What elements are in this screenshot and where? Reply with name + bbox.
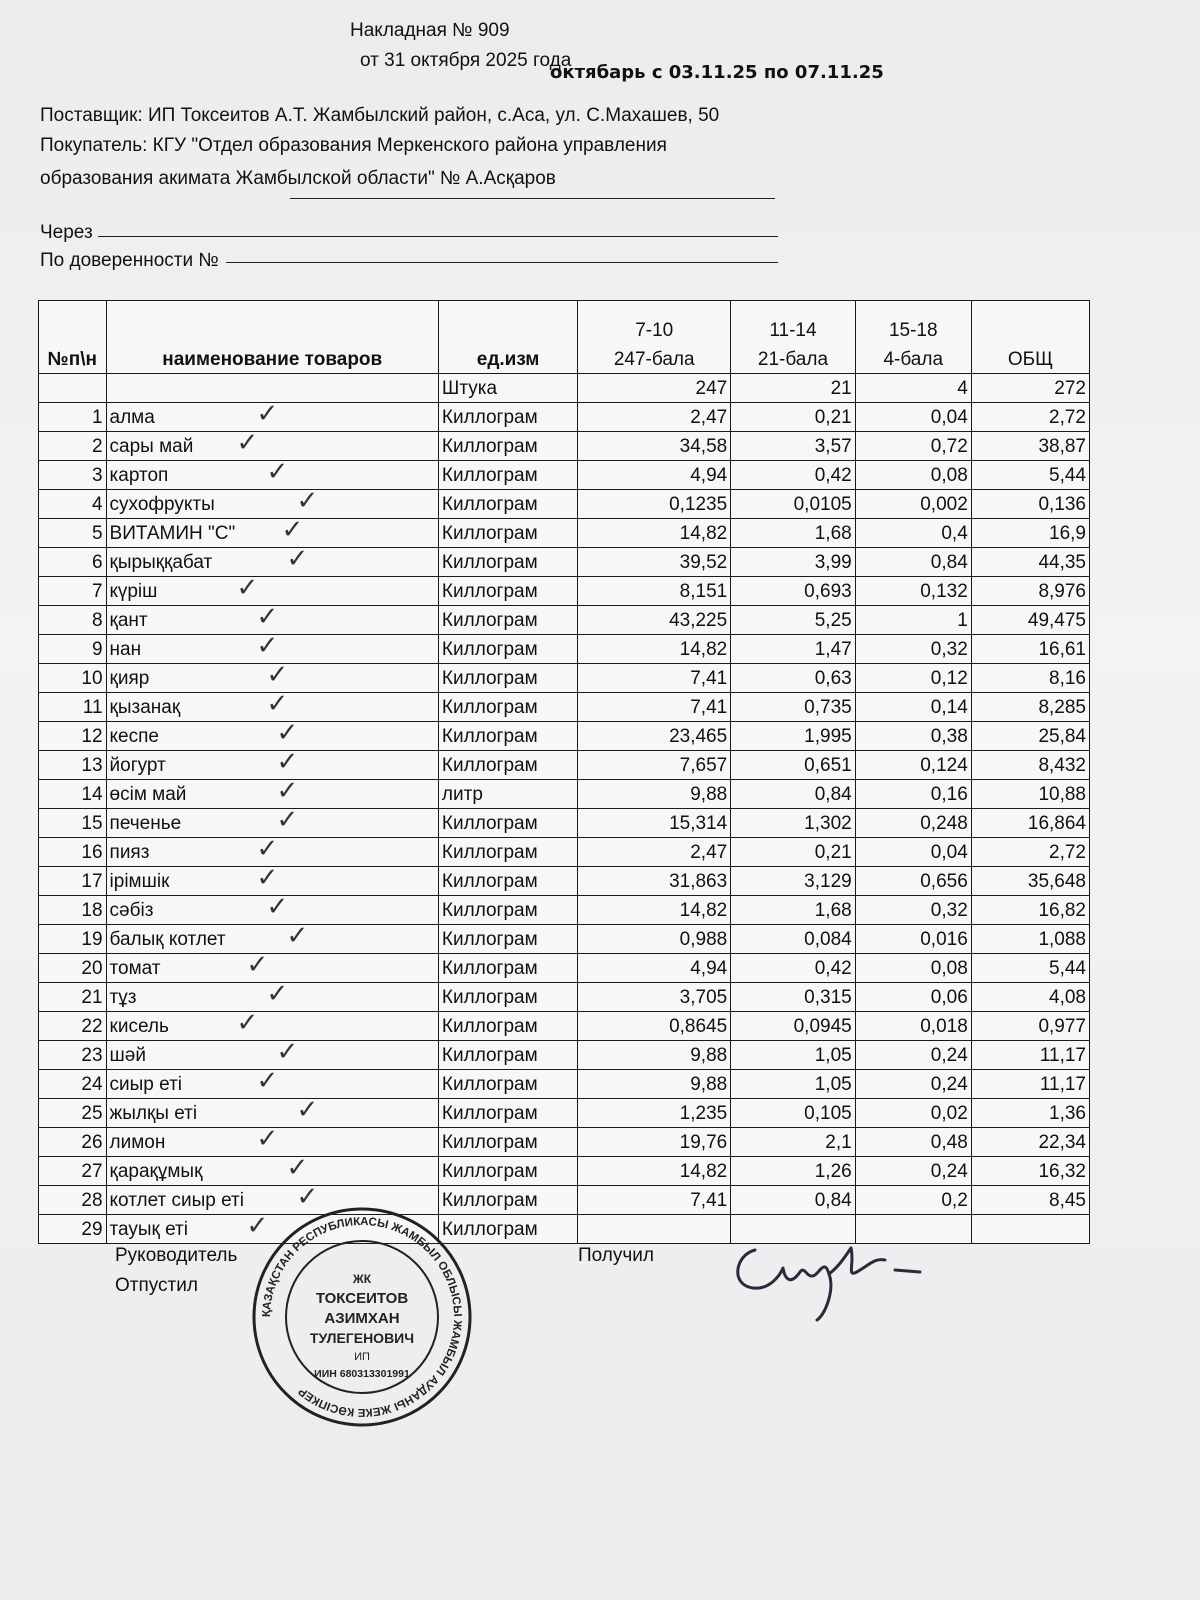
- cell-name: йогурт ✓: [106, 751, 438, 780]
- cell-group-2: 1,26: [731, 1157, 856, 1186]
- checkmark-icon: ✓: [276, 1040, 299, 1067]
- cell-group-3: 0,72: [855, 432, 971, 461]
- cell-total: 35,648: [971, 867, 1089, 896]
- cell-unit: Киллограм: [438, 1041, 577, 1070]
- table-row: [39, 606, 1090, 635]
- cell-group-1: 7,41: [578, 1186, 731, 1215]
- proxy-label: По доверенности №: [40, 250, 219, 271]
- cell-name: картоп ✓: [106, 461, 438, 490]
- cell-unit: Киллограм: [438, 983, 577, 1012]
- checkmark-icon: ✓: [236, 1011, 259, 1038]
- cell-total: 272: [971, 374, 1089, 403]
- proxy-underline: [226, 262, 778, 263]
- cell-group-3: 0,24: [855, 1157, 971, 1186]
- cell-group-1: 3,705: [578, 983, 731, 1012]
- table-row: [39, 751, 1090, 780]
- cell-group-2: 0,0105: [731, 490, 856, 519]
- table-row: [39, 983, 1090, 1012]
- cell-group-1: 1,235: [578, 1099, 731, 1128]
- checkmark-icon: ✓: [276, 808, 299, 835]
- cell-group-2: 0,105: [731, 1099, 856, 1128]
- cell-group-3: 0,02: [855, 1099, 971, 1128]
- cell-total: 1,36: [971, 1099, 1089, 1128]
- cell-group-3: 0,16: [855, 780, 971, 809]
- checkmark-icon: ✓: [266, 663, 289, 690]
- cell-group-2: 0,651: [731, 751, 856, 780]
- cell-no: 5: [39, 519, 107, 548]
- cell-total: 8,16: [971, 664, 1089, 693]
- cell-group-2: 0,42: [731, 954, 856, 983]
- cell-group-3: 0,04: [855, 838, 971, 867]
- cell-total: 49,475: [971, 606, 1089, 635]
- cell-group-2: 0,693: [731, 577, 856, 606]
- cell-group-3: 0,002: [855, 490, 971, 519]
- table-row: [39, 490, 1090, 519]
- cell-name: жылқы еті ✓: [106, 1099, 438, 1128]
- cell-unit: Киллограм: [438, 751, 577, 780]
- cell-no: 29: [39, 1215, 107, 1244]
- table-row: [39, 1041, 1090, 1070]
- col-header-name: наименование товаров: [106, 301, 438, 374]
- cell-group-1: 31,863: [578, 867, 731, 896]
- checkmark-icon: ✓: [286, 1156, 309, 1183]
- cell-total: 11,17: [971, 1070, 1089, 1099]
- cell-group-1: 2,47: [578, 838, 731, 867]
- table-row: [39, 519, 1090, 548]
- cell-total: 16,61: [971, 635, 1089, 664]
- cell-group-1: 9,88: [578, 780, 731, 809]
- cell-group-3: 0,84: [855, 548, 971, 577]
- cell-group-1: 14,82: [578, 1157, 731, 1186]
- cell-no: 14: [39, 780, 107, 809]
- cell-group-3: 0,32: [855, 635, 971, 664]
- cell-unit: Киллограм: [438, 1099, 577, 1128]
- cell-group-1: [578, 1215, 731, 1244]
- table-row: [39, 693, 1090, 722]
- cell-group-1: 9,88: [578, 1041, 731, 1070]
- cell-total: 5,44: [971, 461, 1089, 490]
- received-label: Получил: [578, 1245, 654, 1266]
- cell-group-3: 0,08: [855, 954, 971, 983]
- cell-no: 10: [39, 664, 107, 693]
- cell-group-2: 21: [731, 374, 856, 403]
- table-row: [39, 403, 1090, 432]
- cell-group-2: 0,84: [731, 780, 856, 809]
- cell-total: 0,136: [971, 490, 1089, 519]
- cell-no: 22: [39, 1012, 107, 1041]
- checkmark-icon: ✓: [266, 460, 289, 487]
- cell-no: 27: [39, 1157, 107, 1186]
- checkmark-icon: ✓: [256, 605, 279, 632]
- cell-name: тұз ✓: [106, 983, 438, 1012]
- cell-group-2: 1,995: [731, 722, 856, 751]
- cell-no: [39, 374, 107, 403]
- checkmark-icon: ✓: [286, 924, 309, 951]
- cell-group-3: 0,132: [855, 577, 971, 606]
- table-row: [39, 780, 1090, 809]
- cell-name: қырыққабат ✓: [106, 548, 438, 577]
- cell-group-1: 19,76: [578, 1128, 731, 1157]
- checkmark-icon: ✓: [276, 750, 299, 777]
- checkmark-icon: ✓: [296, 489, 319, 516]
- cell-no: 28: [39, 1186, 107, 1215]
- cell-name: балық котлет ✓: [106, 925, 438, 954]
- cell-group-3: 0,04: [855, 403, 971, 432]
- cell-group-3: 0,12: [855, 664, 971, 693]
- checkmark-icon: ✓: [236, 431, 259, 458]
- cell-no: 15: [39, 809, 107, 838]
- table-row: [39, 432, 1090, 461]
- cell-group-1: 4,94: [578, 461, 731, 490]
- svg-text:ИИН 680313301991: ИИН 680313301991: [314, 1368, 410, 1380]
- cell-unit: Киллограм: [438, 635, 577, 664]
- table-row: [39, 461, 1090, 490]
- cell-name: ірімшік ✓: [106, 867, 438, 896]
- cell-group-3: 1: [855, 606, 971, 635]
- cell-group-1: 43,225: [578, 606, 731, 635]
- cell-group-1: 0,988: [578, 925, 731, 954]
- cell-total: 1,088: [971, 925, 1089, 954]
- cell-name: қант ✓: [106, 606, 438, 635]
- checkmark-icon: ✓: [266, 692, 289, 719]
- goods-table: [38, 300, 1090, 1244]
- table-row: [39, 954, 1090, 983]
- table-header-row: [39, 301, 1090, 374]
- cell-name: сәбіз ✓: [106, 896, 438, 925]
- cell-name: қызанақ ✓: [106, 693, 438, 722]
- released-label: Отпустил: [115, 1275, 198, 1296]
- cell-unit: Киллограм: [438, 896, 577, 925]
- cell-unit: литр: [438, 780, 577, 809]
- table-row: [39, 925, 1090, 954]
- cell-unit: Киллограм: [438, 664, 577, 693]
- cell-group-1: 0,1235: [578, 490, 731, 519]
- cell-total: 38,87: [971, 432, 1089, 461]
- cell-group-2: 1,68: [731, 896, 856, 925]
- checkmark-icon: ✓: [286, 547, 309, 574]
- cell-name: лимон ✓: [106, 1128, 438, 1157]
- checkmark-icon: ✓: [256, 837, 279, 864]
- cell-total: 5,44: [971, 954, 1089, 983]
- cell-no: 2: [39, 432, 107, 461]
- cell-group-2: 1,05: [731, 1041, 856, 1070]
- cell-name: томат ✓: [106, 954, 438, 983]
- cell-group-2: 0,42: [731, 461, 856, 490]
- cell-total: 11,17: [971, 1041, 1089, 1070]
- cell-group-3: 0,4: [855, 519, 971, 548]
- svg-text:ЖК: ЖК: [352, 1272, 372, 1286]
- cell-name: кеспе ✓: [106, 722, 438, 751]
- checkmark-icon: ✓: [246, 953, 269, 980]
- col-header-group-3: 15-18 4-бала: [855, 301, 971, 374]
- table-row: [39, 1099, 1090, 1128]
- cell-total: 16,9: [971, 519, 1089, 548]
- cell-name: кисель ✓: [106, 1012, 438, 1041]
- cell-group-3: 0,248: [855, 809, 971, 838]
- cell-group-2: 2,1: [731, 1128, 856, 1157]
- cell-no: 25: [39, 1099, 107, 1128]
- checkmark-icon: ✓: [256, 866, 279, 893]
- official-stamp: [250, 1205, 475, 1430]
- cell-group-1: 7,41: [578, 664, 731, 693]
- svg-text:ИП: ИП: [354, 1351, 370, 1363]
- cell-name: қарақұмық ✓: [106, 1157, 438, 1186]
- cell-unit: Киллограм: [438, 838, 577, 867]
- cell-no: 18: [39, 896, 107, 925]
- cell-name: алма ✓: [106, 403, 438, 432]
- receiver-signature: [725, 1230, 935, 1330]
- through-underline: [98, 236, 778, 237]
- checkmark-icon: ✓: [236, 576, 259, 603]
- cell-unit: Киллограм: [438, 1215, 577, 1244]
- table-row: [39, 867, 1090, 896]
- cell-name: сиыр еті ✓: [106, 1070, 438, 1099]
- cell-group-3: 0,06: [855, 983, 971, 1012]
- cell-unit: Киллограм: [438, 461, 577, 490]
- cell-group-1: 14,82: [578, 896, 731, 925]
- cell-total: 10,88: [971, 780, 1089, 809]
- col-header-no: №п\н: [39, 301, 107, 374]
- cell-no: 12: [39, 722, 107, 751]
- cell-unit: Киллограм: [438, 809, 577, 838]
- svg-text:ҚАЗАҚСТАН РЕСПУБЛИКАСЫ ЖАМБЫЛ: ҚАЗАҚСТАН РЕСПУБЛИКАСЫ ЖАМБЫЛ ОБЛЫСЫ ЖАМБЫЛ АУДАНЫ ЖЕКЕ КӘСІПКЕР: [260, 1215, 464, 1419]
- cell-unit: Киллограм: [438, 925, 577, 954]
- cell-group-2: 0,63: [731, 664, 856, 693]
- table-row: [39, 809, 1090, 838]
- col-header-group-1: 7-10 247-бала: [578, 301, 731, 374]
- cell-total: 4,08: [971, 983, 1089, 1012]
- cell-group-3: 0,48: [855, 1128, 971, 1157]
- cell-group-2: 0,21: [731, 403, 856, 432]
- cell-group-1: 34,58: [578, 432, 731, 461]
- cell-unit: Киллограм: [438, 1012, 577, 1041]
- cell-group-3: 0,656: [855, 867, 971, 896]
- cell-group-2: 1,47: [731, 635, 856, 664]
- checkmark-icon: ✓: [281, 518, 304, 545]
- cell-group-2: 3,57: [731, 432, 856, 461]
- svg-text:АЗИМХАН: АЗИМХАН: [324, 1310, 400, 1327]
- supplier-line: Поставщик: ИП Токсеитов А.Т. Жамбылский район, с.Аса, ул. С.Махашев, 50: [40, 105, 720, 126]
- cell-total: 2,72: [971, 838, 1089, 867]
- cell-unit: Киллограм: [438, 1070, 577, 1099]
- cell-group-3: 0,14: [855, 693, 971, 722]
- cell-unit: Киллограм: [438, 490, 577, 519]
- cell-name: пияз ✓: [106, 838, 438, 867]
- cell-name: ВИТАМИН "С" ✓: [106, 519, 438, 548]
- checkmark-icon: ✓: [276, 779, 299, 806]
- cell-no: 7: [39, 577, 107, 606]
- cell-no: 6: [39, 548, 107, 577]
- invoice-date: от 31 октября 2025 года: [360, 50, 572, 71]
- cell-group-2: 1,05: [731, 1070, 856, 1099]
- cell-no: 17: [39, 867, 107, 896]
- cell-name: [106, 374, 438, 403]
- cell-total: 2,72: [971, 403, 1089, 432]
- cell-group-3: 0,2: [855, 1186, 971, 1215]
- cell-no: 8: [39, 606, 107, 635]
- checkmark-icon: ✓: [256, 402, 279, 429]
- cell-unit: Киллограм: [438, 606, 577, 635]
- cell-unit: Штука: [438, 374, 577, 403]
- table-row: [39, 1157, 1090, 1186]
- cell-no: 11: [39, 693, 107, 722]
- cell-name: тауық еті ✓: [106, 1215, 438, 1244]
- cell-group-3: 0,32: [855, 896, 971, 925]
- cell-name: сухофрукты ✓: [106, 490, 438, 519]
- cell-group-3: 0,24: [855, 1070, 971, 1099]
- cell-unit: Киллограм: [438, 1186, 577, 1215]
- table-row: [39, 664, 1090, 693]
- cell-total: 16,864: [971, 809, 1089, 838]
- cell-total: [971, 1215, 1089, 1244]
- cell-total: 25,84: [971, 722, 1089, 751]
- svg-text:ТУЛЕГЕНОВИЧ: ТУЛЕГЕНОВИЧ: [309, 1330, 415, 1346]
- cell-name: котлет сиыр еті ✓: [106, 1186, 438, 1215]
- cell-group-3: 0,38: [855, 722, 971, 751]
- cell-group-2: 1,302: [731, 809, 856, 838]
- table-row: [39, 577, 1090, 606]
- table-row: [39, 722, 1090, 751]
- invoice-period: октябарь с 03.11.25 по 07.11.25: [550, 62, 884, 83]
- cell-unit: Киллограм: [438, 432, 577, 461]
- checkmark-icon: ✓: [256, 634, 279, 661]
- checkmark-icon: ✓: [296, 1098, 319, 1125]
- cell-no: 19: [39, 925, 107, 954]
- table-row: [39, 1186, 1090, 1215]
- cell-group-1: 7,657: [578, 751, 731, 780]
- cell-group-2: 0,21: [731, 838, 856, 867]
- cell-group-2: 1,68: [731, 519, 856, 548]
- table-row: [39, 635, 1090, 664]
- cell-unit: Киллограм: [438, 722, 577, 751]
- cell-group-3: 0,124: [855, 751, 971, 780]
- cell-total: 0,977: [971, 1012, 1089, 1041]
- cell-group-3: 0,24: [855, 1041, 971, 1070]
- cell-total: 8,976: [971, 577, 1089, 606]
- checkmark-icon: ✓: [276, 721, 299, 748]
- cell-group-2: 5,25: [731, 606, 856, 635]
- head-label: Руководитель: [115, 1245, 238, 1266]
- cell-unit: Киллограм: [438, 548, 577, 577]
- buyer-line-2: образования акимата Жамбылской области" № А.Асқаров: [40, 168, 556, 189]
- checkmark-icon: ✓: [256, 1069, 279, 1096]
- through-label: Через: [40, 222, 93, 243]
- cell-unit: Киллограм: [438, 403, 577, 432]
- cell-group-2: 0,315: [731, 983, 856, 1012]
- cell-name: печенье ✓: [106, 809, 438, 838]
- col-header-unit: ед.изм: [438, 301, 577, 374]
- table-row: [39, 838, 1090, 867]
- cell-total: 22,34: [971, 1128, 1089, 1157]
- table-row: [39, 548, 1090, 577]
- table-row: [39, 1012, 1090, 1041]
- checkmark-icon: ✓: [296, 1185, 319, 1212]
- cell-name: өсім май ✓: [106, 780, 438, 809]
- cell-no: 1: [39, 403, 107, 432]
- col-header-group-2: 11-14 21-бала: [731, 301, 856, 374]
- cell-total: 16,82: [971, 896, 1089, 925]
- cell-no: 16: [39, 838, 107, 867]
- svg-text:ТОКСЕИТОВ: ТОКСЕИТОВ: [315, 1290, 409, 1307]
- invoice-title: Накладная № 909: [350, 20, 510, 41]
- cell-group-1: 39,52: [578, 548, 731, 577]
- checkmark-icon: ✓: [246, 1214, 269, 1241]
- cell-group-1: 14,82: [578, 519, 731, 548]
- cell-unit: Киллограм: [438, 954, 577, 983]
- cell-group-1: 0,8645: [578, 1012, 731, 1041]
- cell-name: нан ✓: [106, 635, 438, 664]
- cell-group-1: 23,465: [578, 722, 731, 751]
- cell-group-1: 2,47: [578, 403, 731, 432]
- checkmark-icon: ✓: [266, 895, 289, 922]
- cell-group-2: 0,084: [731, 925, 856, 954]
- buyer-underline: [290, 198, 775, 199]
- cell-no: 23: [39, 1041, 107, 1070]
- cell-group-2: 3,129: [731, 867, 856, 896]
- table-row: [39, 1128, 1090, 1157]
- cell-no: 26: [39, 1128, 107, 1157]
- cell-total: 44,35: [971, 548, 1089, 577]
- cell-name: күріш ✓: [106, 577, 438, 606]
- checkmark-icon: ✓: [266, 982, 289, 1009]
- cell-group-1: 247: [578, 374, 731, 403]
- cell-group-1: 9,88: [578, 1070, 731, 1099]
- cell-unit: Киллограм: [438, 1128, 577, 1157]
- cell-group-1: 7,41: [578, 693, 731, 722]
- cell-total: 8,285: [971, 693, 1089, 722]
- cell-group-3: 4: [855, 374, 971, 403]
- cell-group-3: 0,018: [855, 1012, 971, 1041]
- cell-group-3: 0,08: [855, 461, 971, 490]
- cell-unit: Киллограм: [438, 1157, 577, 1186]
- cell-no: 13: [39, 751, 107, 780]
- cell-no: 21: [39, 983, 107, 1012]
- cell-total: 16,32: [971, 1157, 1089, 1186]
- cell-total: 8,432: [971, 751, 1089, 780]
- cell-unit: Киллограм: [438, 577, 577, 606]
- cell-group-2: 0,84: [731, 1186, 856, 1215]
- table-row: [39, 1070, 1090, 1099]
- col-header-total: ОБЩ: [971, 301, 1089, 374]
- cell-no: 9: [39, 635, 107, 664]
- cell-no: 20: [39, 954, 107, 983]
- cell-group-2: 0,735: [731, 693, 856, 722]
- cell-name: сары май ✓: [106, 432, 438, 461]
- cell-group-1: 8,151: [578, 577, 731, 606]
- cell-name: шәй ✓: [106, 1041, 438, 1070]
- cell-unit: Киллограм: [438, 867, 577, 896]
- cell-group-1: 14,82: [578, 635, 731, 664]
- table-row: [39, 896, 1090, 925]
- cell-no: 24: [39, 1070, 107, 1099]
- buyer-line-1: Покупатель: КГУ "Отдел образования Меркенского района управления: [40, 135, 667, 156]
- cell-name: қияр ✓: [106, 664, 438, 693]
- cell-group-3: 0,016: [855, 925, 971, 954]
- checkmark-icon: ✓: [256, 1127, 279, 1154]
- cell-total: 8,45: [971, 1186, 1089, 1215]
- cell-no: 4: [39, 490, 107, 519]
- cell-no: 3: [39, 461, 107, 490]
- cell-group-1: 15,314: [578, 809, 731, 838]
- cell-unit: Киллограм: [438, 519, 577, 548]
- cell-group-1: 4,94: [578, 954, 731, 983]
- cell-unit: Киллограм: [438, 693, 577, 722]
- cell-group-2: 0,0945: [731, 1012, 856, 1041]
- cell-group-2: 3,99: [731, 548, 856, 577]
- table-row: [39, 374, 1090, 403]
